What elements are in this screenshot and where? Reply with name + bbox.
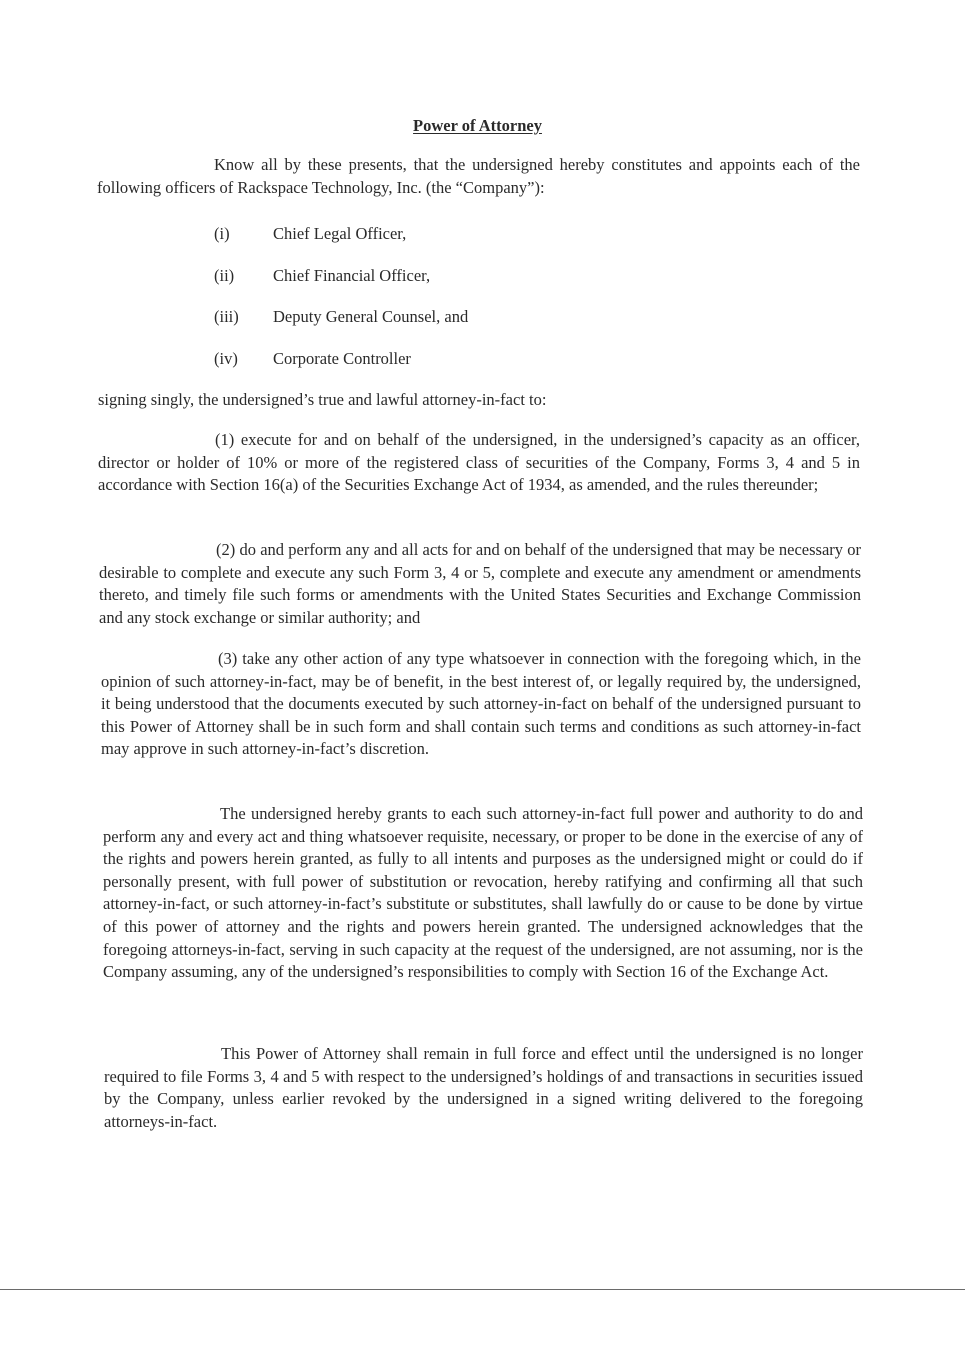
officer-label: Corporate Controller [273, 348, 411, 368]
officer-label: Deputy General Counsel, and [273, 307, 469, 326]
power-paragraph-2: (2) do and perform any and all acts for and on behalf of the undersigned that may be necessary or desirable to complete and execute any such Form 3, 4 or 5, complete and execute any amendment or amendments thereto, and timely file such forms or amendments with the United States Securities and Exchange Commission and any stock exchange or similar authority; and [99, 540, 861, 627]
signing-clause: signing singly, the undersigned’s true and lawful attorney-in-fact to: [98, 390, 547, 409]
officer-label: Chief Financial Officer, [273, 265, 431, 285]
officer-numeral: (ii) [214, 265, 235, 285]
document-title: Power of Attorney [413, 116, 542, 135]
final-paragraph: This Power of Attorney shall remain in full force and effect until the undersigned is no longer required to file Forms 3, 4 and 5 with respect to the undersigned’s holdings of and transactions in securities issued by the Company, unless earlier revoked by the undersigned in a signed writing delivered to the foregoing attorneys-in-fact. [104, 1044, 863, 1131]
officer-item [214, 349, 468, 391]
officer-numeral: (iii) [214, 307, 239, 326]
grant-paragraph: The undersigned hereby grants to each such attorney-in-fact full power and authority to do and perform any and every act and thing whatsoever requisite, necessary, or proper to be done in the exercise of any of the rights and powers herein granted, as fully to all intents and purposes as the undersigned might or could do if personally present, with full power of substitution or revocation, hereby ratifying and confirming all that such attorney-in-fact, or such attorney-in-fact’s substitute or substitutes, shall lawfully do or cause to be done by virtue of this power of attorney and the rights and powers herein granted. The undersigned acknowledges that the foregoing attorneys-in-fact, serving in such capacity at the request of the undersigned, are not assuming, nor is the Company assuming, any of the undersigned’s responsibilities to comply with Section 16 of the Exchange Act. [103, 804, 863, 982]
officer-label: Chief Legal Officer, [273, 224, 407, 243]
page-bottom-rule [0, 1289, 965, 1290]
officer-item [214, 224, 468, 266]
officer-list [214, 224, 468, 390]
power-paragraph-1: (1) execute for and on behalf of the undersigned, in the undersigned’s capacity as an officer, director or holder of 10% or more of the registered class of securities of the Company, Forms 3, 4 and 5 in accordance with Section 16(a) of the Securities Exchange Act of 1934, as amended, and the rules thereunder; [98, 430, 860, 495]
officer-item [214, 307, 468, 349]
officer-numeral: (iv) [214, 348, 238, 368]
intro-paragraph: Know all by these presents, that the undersigned hereby constitutes and appoints each of the following officers of Rackspace Technology, Inc. (the “Company”): [97, 155, 860, 197]
officer-numeral: (i) [214, 224, 230, 243]
officer-item [214, 266, 468, 308]
power-paragraph-3: (3) take any other action of any type whatsoever in connection with the foregoing which, in the opinion of such attorney-in-fact, may be of benefit, in the best interest of, or legally required by, the undersigned, it being understood that the documents executed by such attorney-in-fact on behalf of the undersigned pursuant to this Power of Attorney shall be in such form and shall contain such terms and conditions as such attorney-in-fact may approve in such attorney-in-fact’s discretion. [101, 649, 861, 759]
